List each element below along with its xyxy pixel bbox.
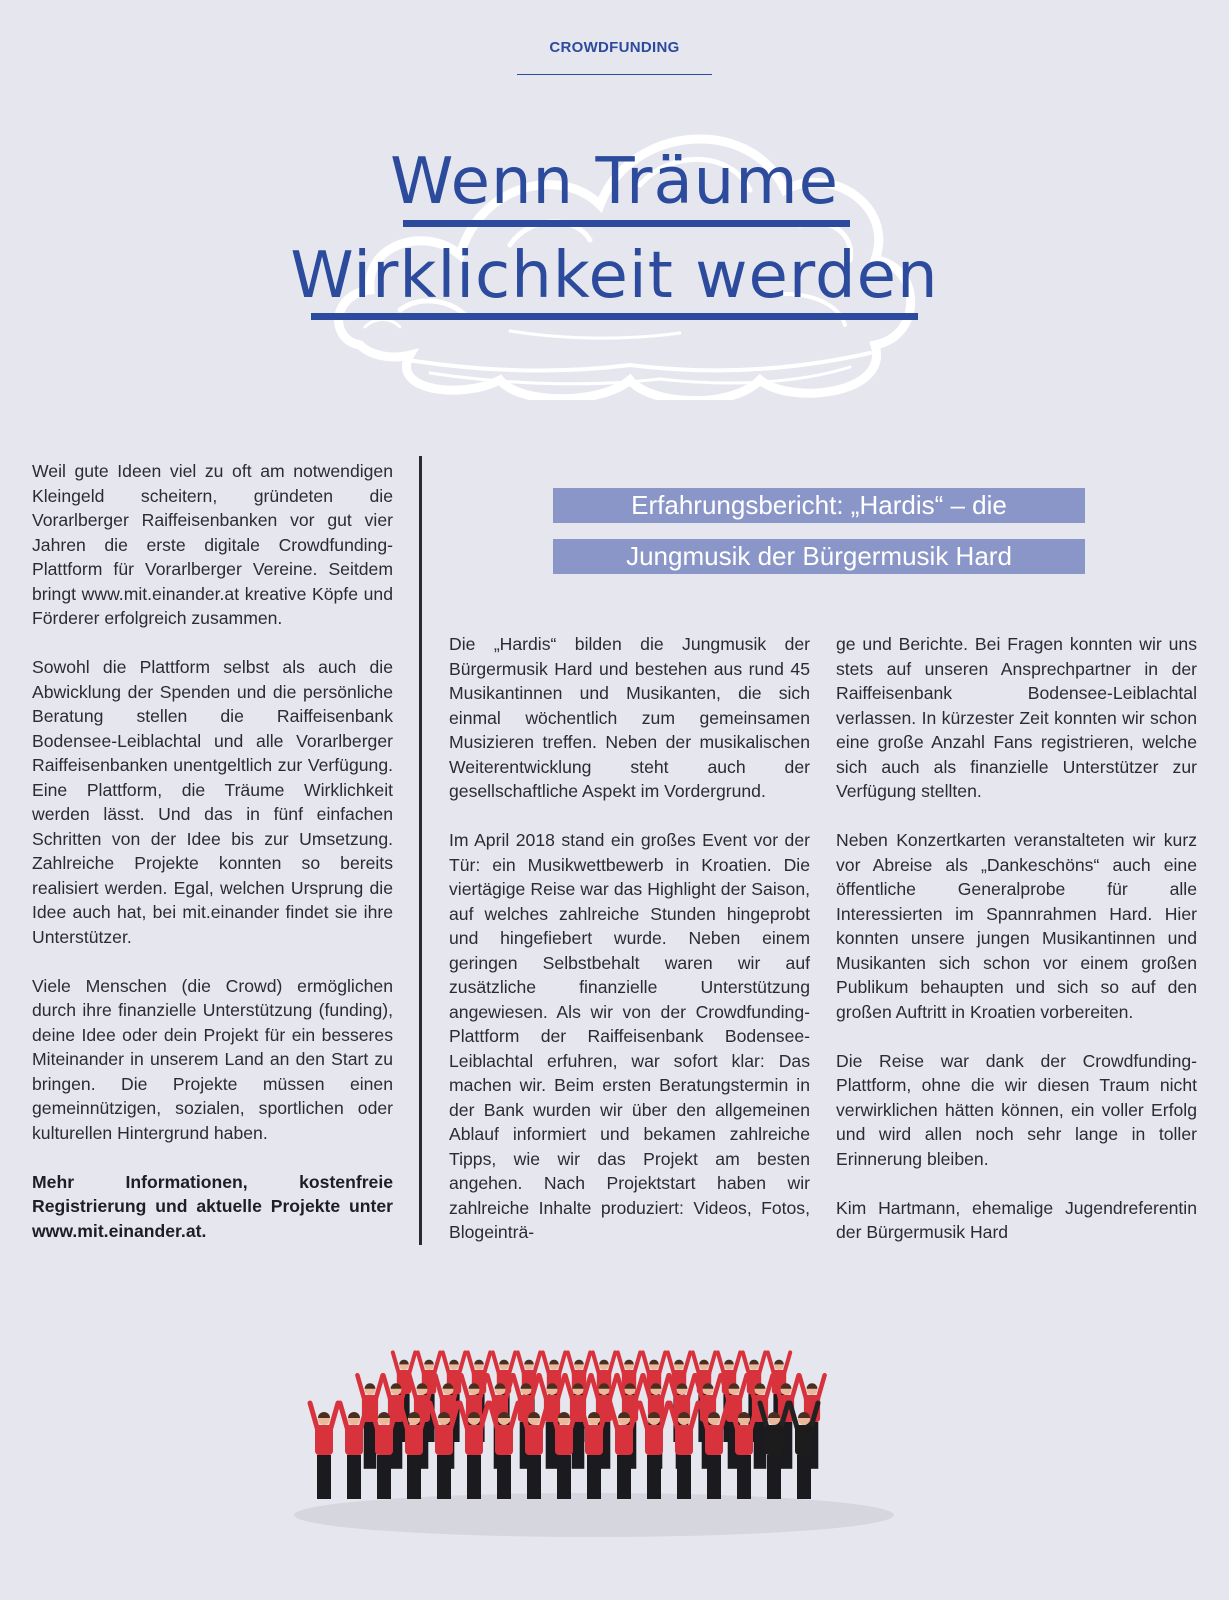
middle-column <box>449 632 810 1269</box>
subtitle-box-2: Jungmusik der Bürgermusik Hard <box>553 539 1085 574</box>
title-line-2: Wirklichkeit werden <box>290 239 939 313</box>
left-column <box>32 459 393 1268</box>
subtitle-box-1: Erfahrungsbericht: „Hardis“ – die <box>553 488 1085 523</box>
middle-paragraph-1: Die „Hardis“ bilden die Jungmusik der Bürgermusik Hard und bestehen aus rund 45 Musikantinnen und Musikanten, die sich einmal wöchentlich zum gemeinsamen Musizieren treffen. Neben der musikalischen Weiterentwicklung steht auch der gesellschaftliche Aspekt im Vordergrund. <box>449 634 810 801</box>
title-underline-2 <box>311 313 918 320</box>
right-paragraph-2: Neben Konzertkarten veranstalteten wir kurz vor Abreise als „Dankeschöns“ auch eine öffentliche Generalprobe für alle Interessierten im Spannrahmen Hard. Hier konnten unsere jungen Musikantinnen und Musikanten sich schon vor einem großen Publikum behaupten und sich so auf den großen Auftritt in Kroatien vorbereiten. <box>836 830 1197 1022</box>
right-column <box>836 632 1197 1269</box>
group-photo-person <box>460 1403 488 1499</box>
left-paragraph-1: Weil gute Ideen viel zu oft am notwendigen Kleingeld scheitern, gründeten die Vorarlberger Raiffeisenbanken vor gut vier Jahren die erste digitale Crowdfunding-Plattform für Vorarlberger Vereine. Seitdem bringt www.mit.einander.at kreative Köpfe und Förderer erfolgreich zusammen. <box>32 461 393 628</box>
title-line-1: Wenn Träume <box>390 145 839 219</box>
title-underline-1 <box>403 220 850 227</box>
right-paragraph-3: Die Reise war dank der Crowdfunding-Plattform, ohne die wir diesen Traum nicht verwirklichen hätten können, ein voller Erfolg und wird allen noch sehr lange in toller Erinnerung bleiben. <box>836 1050 1197 1169</box>
group-photo-person <box>310 1403 338 1499</box>
group-photo-person <box>640 1403 668 1499</box>
group-photo <box>284 1300 914 1540</box>
left-paragraph-2: Sowohl die Plattform selbst als auch die Abwicklung der Spenden und die persönliche Beratung stellen die Raiffeisenbank Bodensee-Leiblachtal und alle Vorarlberger Raiffeisenbanken unentgeltlich zur Verfügung. Eine Plattform, die Träume Wirklichkeit werden lässt. Und das in fünf einfachen Schritten von der Idee bis zur Umsetzung. Zahlreiche Projekte konnten so bereits realisiert werden. Egal, welchen Ursprung die Idee auch hat, bei mit.einander findet sie ihre Unterstützer. <box>32 657 393 947</box>
author-signature: Kim Hartmann, ehemalige Jugendreferentin der Bürgermusik Hard <box>836 1197 1197 1242</box>
middle-paragraph-2: Im April 2018 stand ein großes Event vor der Tür: ein Musikwettbewerb in Kroatien. Die viertägige Reise war das Highlight der Saison, auf welches zahlreiche Stunden hingeprobt und hingefiebert wurde. Neben einem geringen Selbstbehalt waren wir auf zusätzliche finanzielle Unterstützung angewiesen. Als wir von der Crowdfunding-Plattform der Raiffeisenbank Bodensee-Leiblachtal erfuhren, war sofort klar: Das machen wir. Beim ersten Beratungstermin in der Bank wurden wir über den allgemeinen Ablauf informiert und bekamen zahlreiche Tipps, wie wir das Projekt am besten angehen. Nach Projektstart haben wir zahlreiche Inhalte produziert: Videos, Fotos, Blogeinträ- <box>449 830 810 1242</box>
left-paragraph-3: Viele Menschen (die Crowd) ermöglichen durch ihre finanzielle Unterstützung (funding), deine Idee oder dein Projekt für ein besseres Miteinander in unserem Land an den Start zu bringen. Die Projekte müssen einen gemeinnützigen, sozialen, sportlichen oder kulturellen Hintergrund haben. <box>32 975 393 1143</box>
right-paragraph-1: ge und Berichte. Bei Fragen konnten wir uns stets auf unseren Ansprechpartner in der Raiffeisenbank Bodensee-Leiblachtal verlassen. In kürzester Zeit konnten wir schon eine große Anzahl Fans registrieren, welche sich auch als finanzielle Unterstützer zur Verfügung stellten. <box>836 634 1197 801</box>
column-divider <box>419 456 422 1245</box>
kicker-rule <box>517 74 712 75</box>
section-kicker: CROWDFUNDING <box>549 39 680 56</box>
left-paragraph-4-link-info: Mehr Informationen, kostenfreie Registrierung und aktuelle Projekte unter www.mit.einander.at. <box>32 1171 393 1241</box>
group-photo-person <box>670 1403 698 1499</box>
